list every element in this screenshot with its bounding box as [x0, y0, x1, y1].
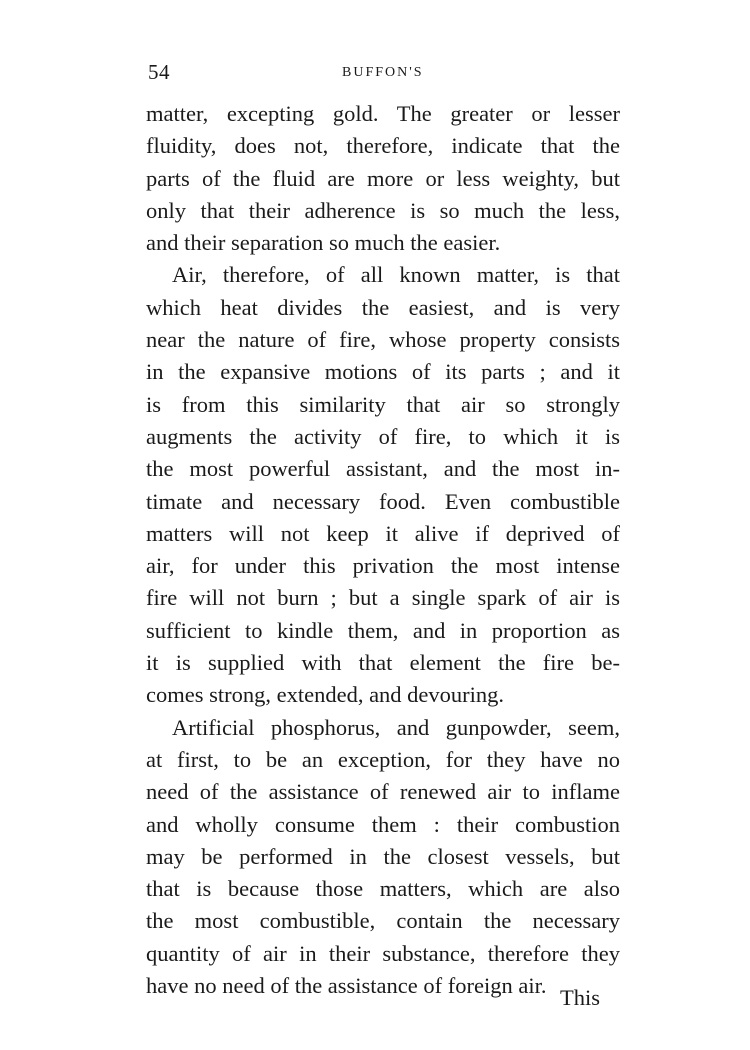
- text-line: and their separation so much the easier.: [146, 230, 501, 256]
- text-line: quantity of air in their substance, therefore they: [146, 940, 620, 966]
- text-line: need of the assistance of renewed air to inflame: [146, 779, 620, 805]
- text-line: parts of the fluid are more or less weighty, but: [146, 165, 620, 191]
- text-line: timate and necessary food. Even combustible: [146, 488, 620, 514]
- text-line: matter, excepting gold. The greater or lesser: [146, 101, 620, 126]
- text-line: is from this similarity that air so strongly: [146, 391, 620, 417]
- text-line: Air, therefore, of all known matter, is that: [172, 262, 620, 288]
- text-line: fire will not burn ; but a single spark of air is: [146, 585, 620, 611]
- text-line: air, for under this privation the most intense: [146, 553, 620, 579]
- text-line: in the expansive motions of its parts ; and it: [146, 359, 620, 385]
- text-line: sufficient to kindle them, and in proportion as: [146, 617, 620, 643]
- text-line: it is supplied with that element the fire be-: [146, 650, 620, 676]
- body-text: [146, 98, 620, 1002]
- text-line: may be performed in the closest vessels, but: [146, 843, 620, 869]
- text-line: have no need of the assistance of foreign air.: [146, 973, 547, 999]
- text-line: Artificial phosphorus, and gunpowder, seem,: [172, 714, 620, 740]
- text-line: only that their adherence is so much the less,: [146, 197, 620, 223]
- catchword: This: [560, 985, 601, 1010]
- text-line: that is because those matters, which are also: [146, 876, 620, 902]
- text-line: at first, to be an exception, for they have no: [146, 746, 620, 772]
- text-line: and wholly consume them : their combustion: [146, 811, 620, 837]
- text-line: the most powerful assistant, and the most in-: [146, 456, 620, 482]
- text-line: fluidity, does not, therefore, indicate that the: [146, 133, 620, 159]
- page-header: [146, 60, 616, 90]
- text-line: which heat divides the easiest, and is very: [146, 294, 620, 320]
- text-line: comes strong, extended, and devouring.: [146, 682, 505, 708]
- text-line: the most combustible, contain the necessary: [146, 908, 620, 934]
- running-head: BUFFON'S: [342, 65, 424, 80]
- text-line: near the nature of fire, whose property consists: [146, 327, 620, 353]
- text-line: matters will not keep it alive if deprived of: [146, 520, 620, 546]
- page-number: 54: [148, 60, 170, 84]
- text-line: augments the activity of fire, to which it is: [146, 423, 620, 449]
